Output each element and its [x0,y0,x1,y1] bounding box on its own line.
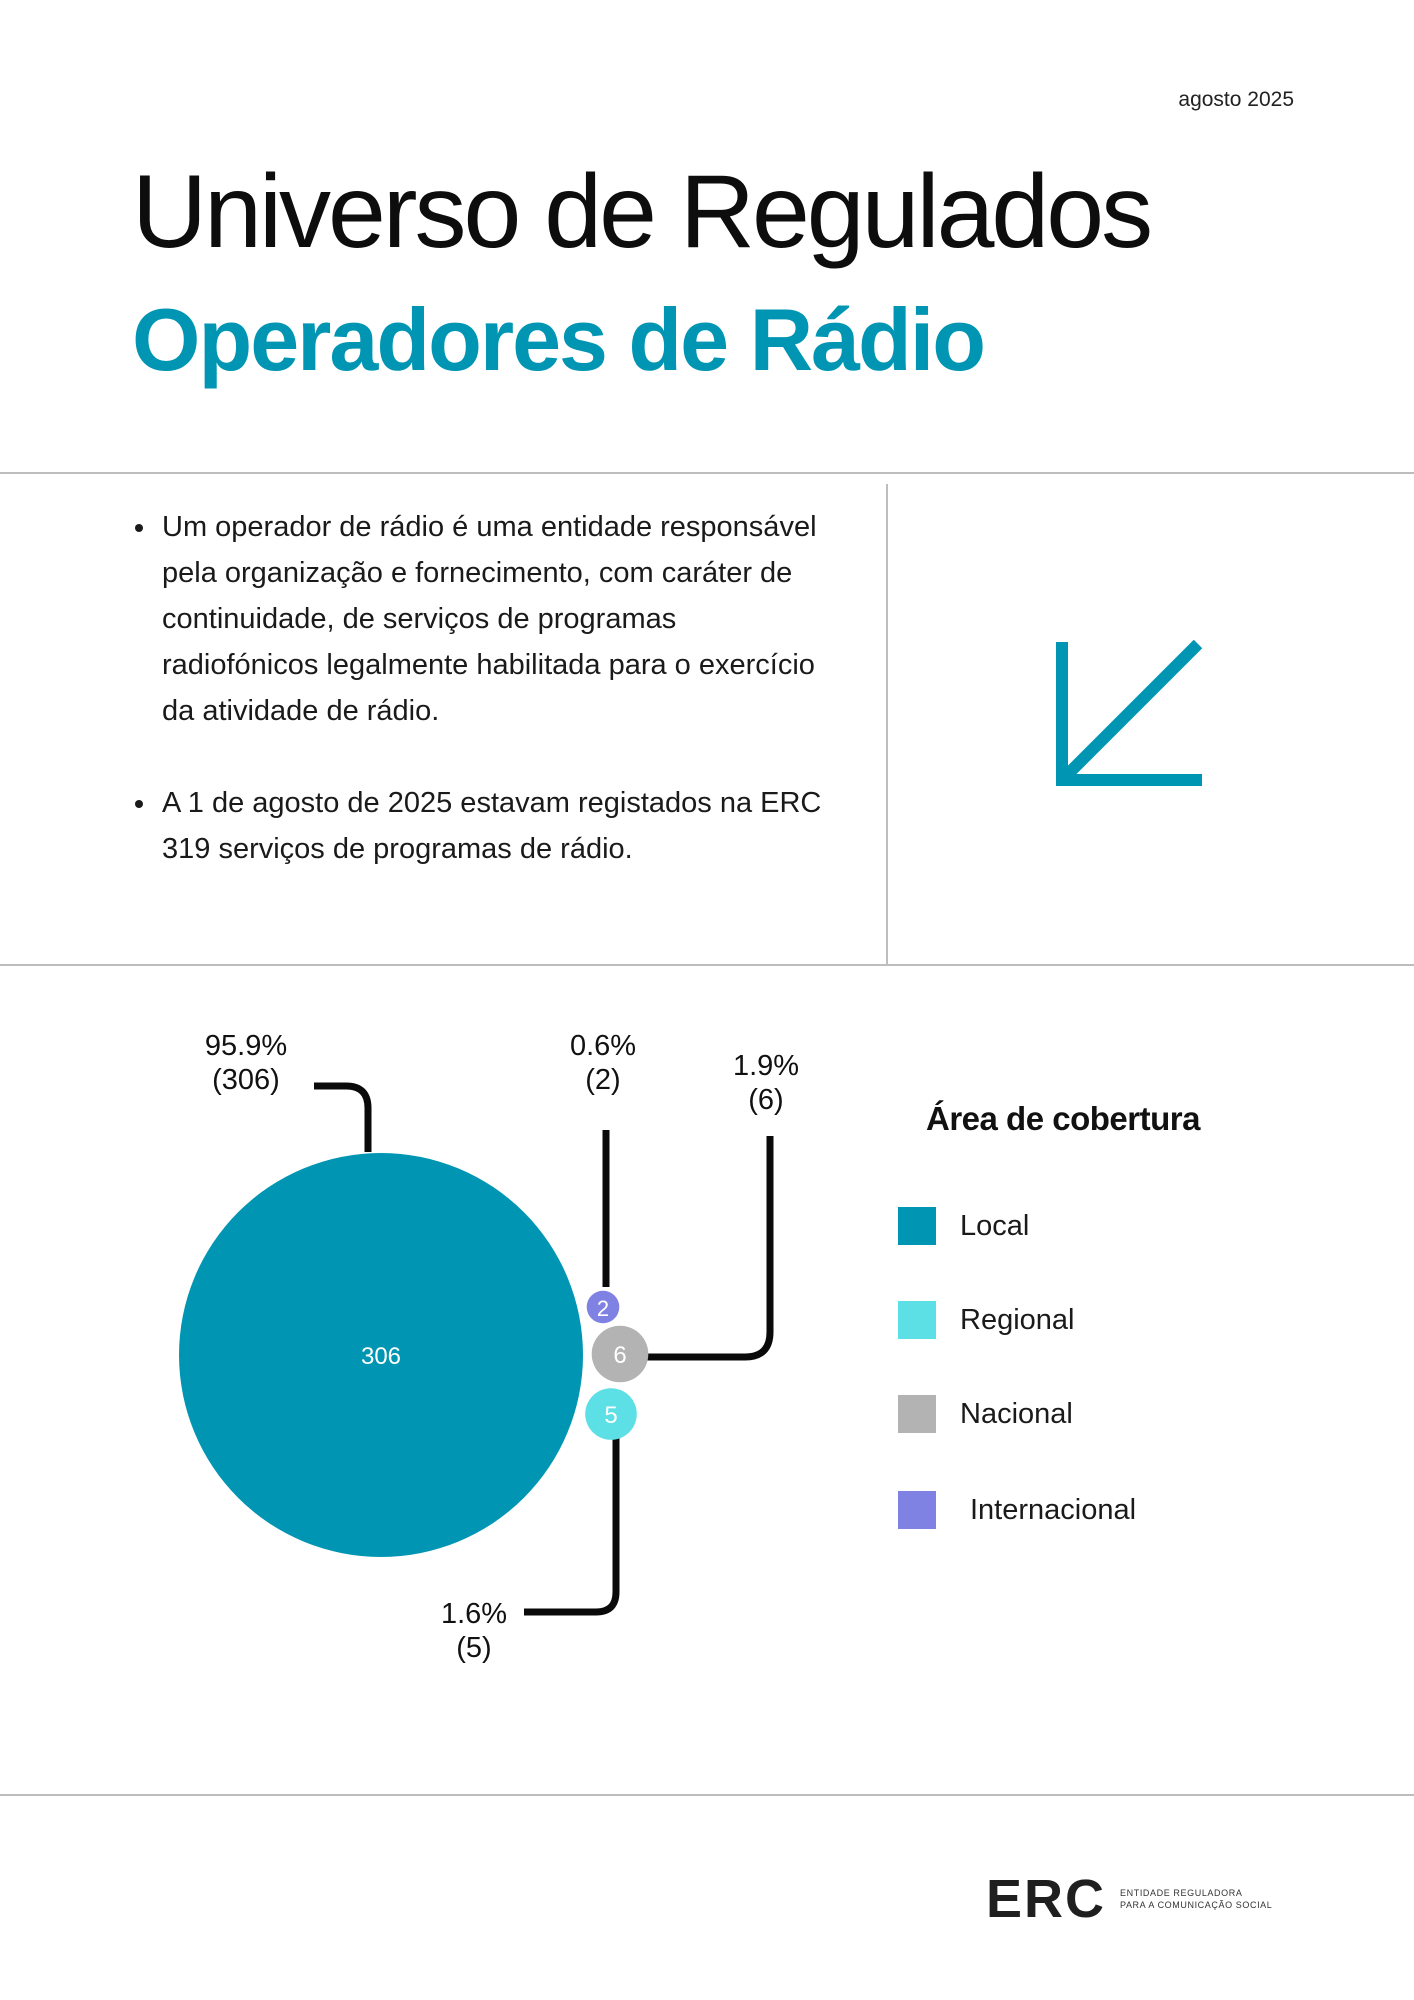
leader-line-nacional [622,1136,770,1357]
count-label-internacional: (2) [585,1064,621,1096]
legend-label-nacional: Nacional [960,1397,1073,1430]
legend-item-nacional [898,1394,1073,1434]
coverage-bubble-chart [0,980,860,1680]
legend-swatch-local [898,1207,936,1245]
middle-divider [0,964,1414,966]
vertical-divider [886,484,888,964]
legend-swatch-internacional [898,1491,936,1529]
bottom-divider [0,1794,1414,1796]
logo-text [1120,1887,1272,1911]
legend-item-local [898,1206,1029,1246]
erc-logo [986,1869,1273,1929]
bubble-value-internacional: 2 [596,1296,610,1321]
percent-label-regional: 1.6% [440,1598,508,1630]
page-title: Universo de Regulados [132,154,1151,270]
logo-text-line2: PARA A COMUNICAÇÃO SOCIAL [1120,1900,1273,1910]
count-label-local: (306) [212,1064,280,1096]
leader-line-local [314,1086,368,1152]
page-subtitle: Operadores de Rádio [132,290,985,389]
percent-label-local: 95.9% [204,1030,288,1062]
legend-item-regional [898,1300,1074,1340]
percent-label-nacional: 1.9% [732,1050,800,1082]
arrow-down-left-icon [1050,636,1210,796]
count-label-regional: (5) [456,1632,492,1664]
legend-label-local: Local [960,1209,1030,1242]
intro-bullet: • A 1 de agosto de 2025 estavam registados na ERC 319 serviços de programas de rádio. [158,780,838,872]
logo-mark: ERC [986,1869,1107,1929]
count-label-nacional: (6) [748,1084,784,1116]
intro-bullet: • Um operador de rádio é uma entidade responsável pela organização e fornecimento, com caráter de continuidade, de serviços de programas radiofónicos legalmente habilitada para o exercício da atividade de rádio. [158,504,838,734]
bubble-value-local: 306 [360,1343,402,1370]
logo-text-line1: ENTIDADE REGULADORA [1120,1888,1243,1898]
legend-item-internacional [898,1490,1136,1530]
legend-label-regional: Regional [960,1303,1075,1336]
legend-swatch-regional [898,1301,936,1339]
legend-label-internacional: Internacional [970,1493,1137,1526]
percent-label-internacional: 0.6% [569,1030,637,1062]
bubble-value-nacional: 6 [613,1342,627,1369]
legend-swatch-nacional [898,1395,936,1433]
intro-list [120,504,838,918]
date-label: agosto 2025 [1178,88,1294,111]
bubble-value-regional: 5 [604,1402,618,1429]
top-divider [0,472,1414,474]
legend-title: Área de cobertura [926,1100,1200,1137]
